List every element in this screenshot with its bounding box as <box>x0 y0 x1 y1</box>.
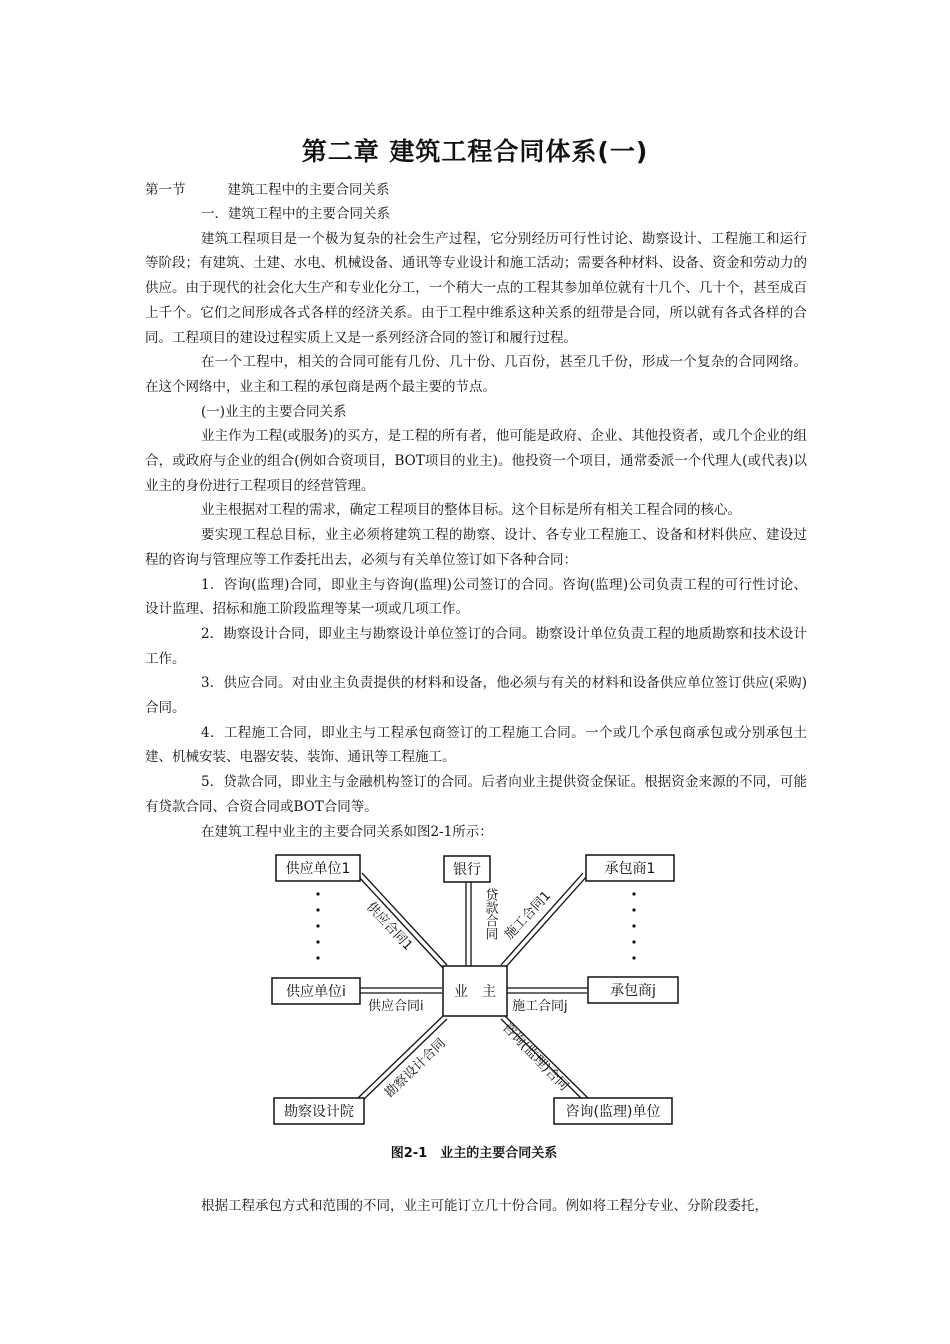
survey-label: 勘察设计院 <box>284 1104 354 1120</box>
contractor-j-label: 承包商j <box>610 983 656 999</box>
bank-label: 银行 <box>453 862 481 878</box>
paragraph: 要实现工程总目标，业主必须将建筑工程的勘察、设计、各专业工程施工、设备和材料供应、建设过程的咨询与管理应等工作委托出去，必须与有关单位签订如下各种合同： <box>145 527 807 568</box>
paragraph: 根据工程承包方式和范围的不同，业主可能订立几十份合同。例如将工程分专业、分阶段委托， <box>201 1198 768 1214</box>
consult-label: 咨询(监理)单位 <box>565 1104 661 1120</box>
contract-diagram <box>262 852 682 1172</box>
page-title: 第二章 建筑工程合同体系(一) <box>301 137 649 166</box>
survey-contract-label: 勘察设计合同 <box>382 1035 449 1101</box>
supply-i-contract-label: 供应合同i <box>368 999 424 1014</box>
body-text <box>145 202 807 844</box>
section-name: 建筑工程中的主要合同关系 <box>227 182 390 198</box>
consult-contract-label: 咨询(监理)合同 <box>499 1020 572 1095</box>
paragraph: 4．工程施工合同，即业主与工程承包商签订的工程施工合同。一个或几个承包商承包或分别承包土建、机械安装、电器安装、装饰、通讯等工程施工。 <box>145 724 807 766</box>
figure-caption: 图2-1 业主的主要合同关系 <box>390 1146 558 1161</box>
paragraph: 2．勘察设计合同，即业主与勘察设计单位签订的合同。勘察设计单位负责工程的地质勘察和技术设计工作。 <box>145 625 807 667</box>
paragraph: 5．贷款合同，即业主与金融机构签订的合同。后者向业主提供资金保证。根据资金来源的不同，可能有贷款合同、合资合同或BOT合同等。 <box>145 774 807 815</box>
supplier-i-label: 供应单位i <box>286 984 346 1000</box>
paragraph: 在建筑工程中业主的主要合同关系如图2-1所示： <box>201 823 493 840</box>
body-text-continued <box>145 1194 807 1219</box>
contractor1-label: 承包商1 <box>604 861 656 877</box>
paragraph: 3．供应合同。对由业主负责提供的材料和设备，他必须与有关的材料和设备供应单位签订供应(采购)合同。 <box>145 675 807 717</box>
loan-contract-label: 贷款合同 <box>482 888 498 940</box>
section-number: 第一节 <box>145 182 186 198</box>
paragraph: 建筑工程项目是一个极为复杂的社会生产过程，它分别经历可行性讨论、勘察设计、工程施工和运行等阶段；有建筑、土建、水电、机械设备、通讯等专业设计和施工活动；需要各种材料、设备、资金和劳动力的供应。由于现代的社会化大生产和专业化分工，一个稍大一点的工程其参加单位就有十几个、几十个，甚至成百上千个。它们之间形成各式各样的经济关系。由于工程中维系这种关系的纽带是合同，所以就有各式各样的合同。工程项目的建设过程实质上又是一系列经济合同的签订和履行过程。 <box>145 230 807 346</box>
paragraph: 业主根据对工程的需求，确定工程项目的整体目标。这个目标是所有相关工程合同的核心。 <box>201 502 741 519</box>
section-heading <box>145 178 390 198</box>
owner-label: 业 主 <box>454 984 496 1000</box>
paragraph: 在一个工程中，相关的合同可能有几份、几十份、几百份，甚至几千份，形成一个复杂的合同网络。在这个网络中，业主和工程的承包商是两个最主要的节点。 <box>145 354 807 395</box>
paragraph: 业主作为工程(或服务)的买方，是工程的所有者，他可能是政府、企业、其他投资者，或几个企业的组合，或政府与企业的组合(例如合资项目，BOT项目的业主)。他投资一个项目，通常委派一个代理人(或代表)以业主的身份进行工程项目的经营管理。 <box>145 428 807 494</box>
contract-diagram-svg <box>262 852 682 1172</box>
supply1-contract-label: 供应合同1 <box>363 899 416 954</box>
construct-j-contract-label: 施工合同j <box>512 999 568 1014</box>
paragraph: 1．咨询(监理)合同，即业主与咨询(监理)公司签订的合同。咨询(监理)公司负责工程的可行性讨论、设计监理、招标和施工阶段监理等某一项或几项工作。 <box>145 576 807 618</box>
construct1-contract-label: 施工合同1 <box>501 888 555 943</box>
paragraph: (一)业主的主要合同关系 <box>201 403 347 420</box>
paragraph: 一．建筑工程中的主要合同关系 <box>201 206 390 222</box>
supplier1-label: 供应单位1 <box>285 861 351 877</box>
